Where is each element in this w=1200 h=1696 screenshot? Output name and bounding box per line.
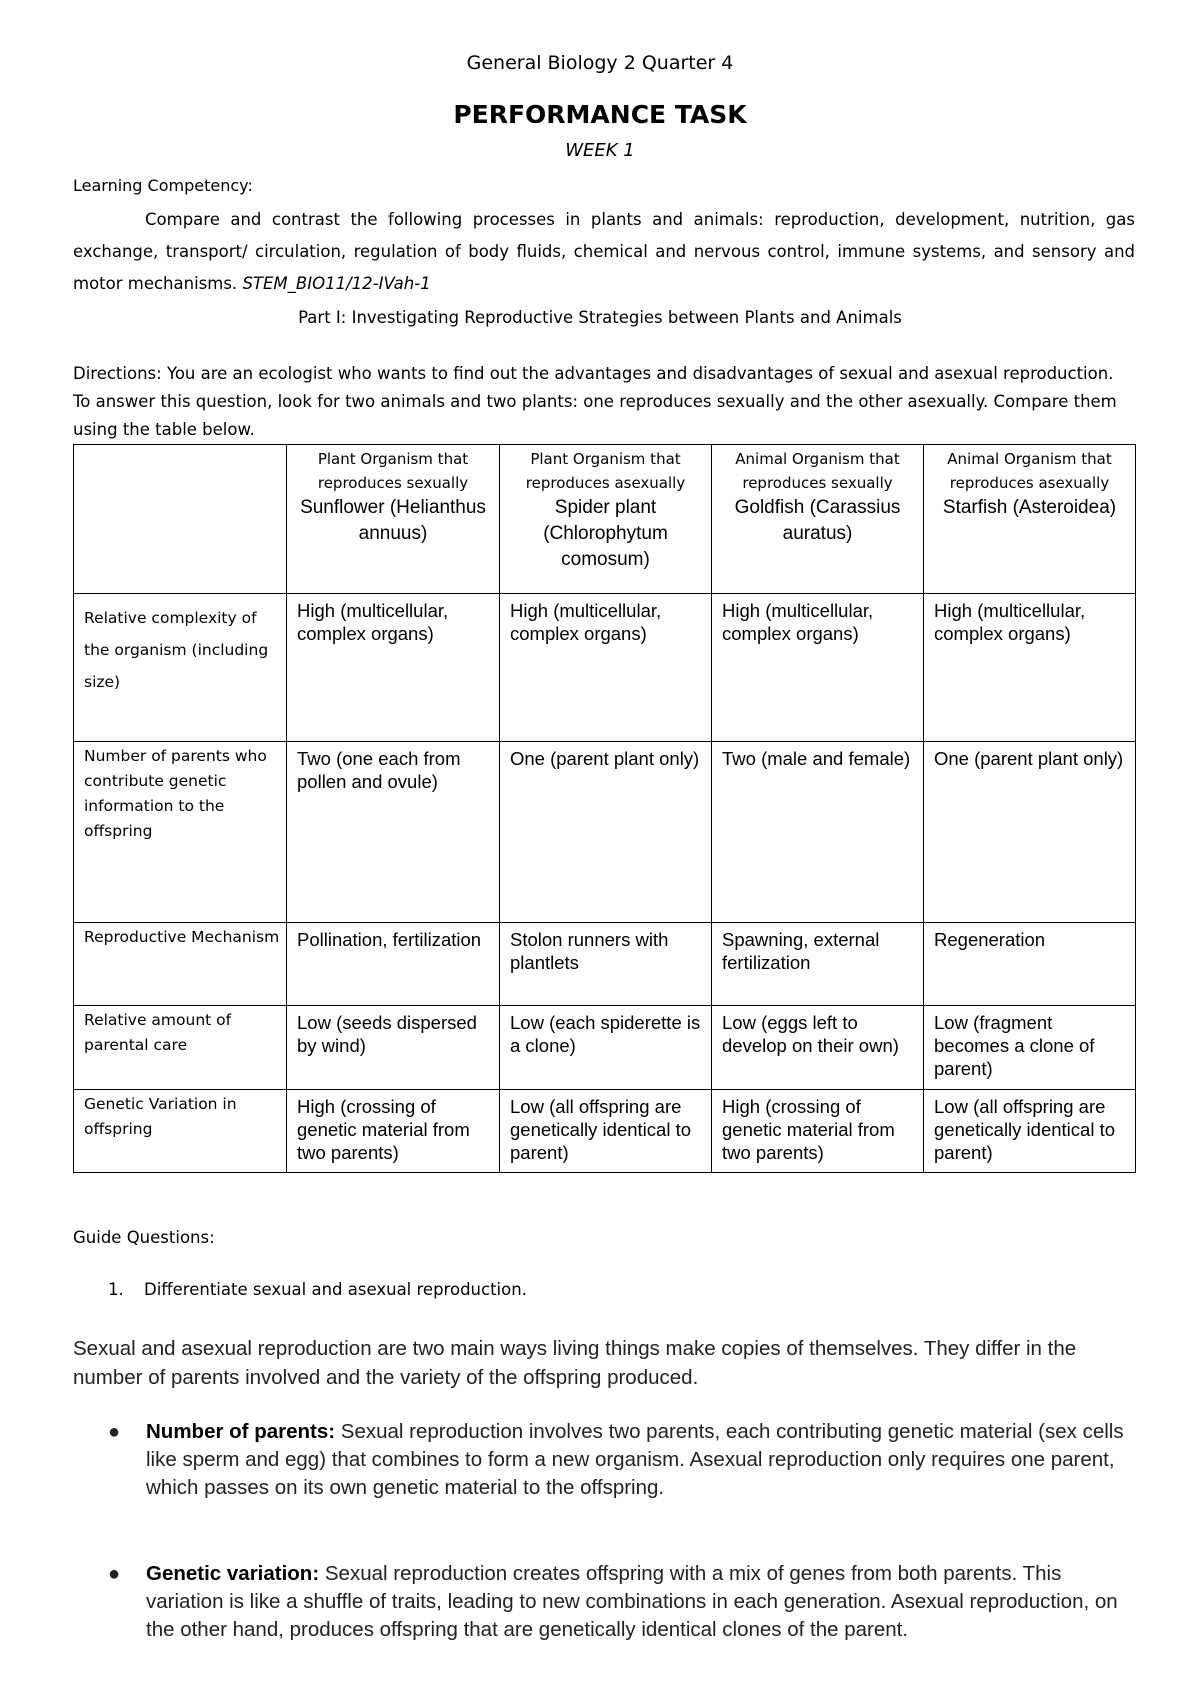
table-cell: Pollination, fertilization — [287, 923, 500, 1006]
table-cell: Low (fragment becomes a clone of parent) — [924, 1006, 1136, 1090]
competency-body: Compare and contrast the following processes in plants and animals: reproduction, development, nutrition, gas exchange, transport/ circulation, regulation of body fluids, chemical and nervous control, immune systems, and sensory and motor mechanisms. — [73, 210, 1135, 293]
table-cell: Low (eggs left to develop on their own) — [712, 1006, 924, 1090]
course-heading: General Biology 2 Quarter 4 — [466, 52, 734, 74]
table-cell: One (parent plant only) — [924, 742, 1136, 923]
table-header-cell — [287, 445, 500, 594]
table-cell: Two (one each from pollen and ovule) — [287, 742, 500, 923]
directions-text: Directions: You are an ecologist who wants to find out the advantages and disadvantages of sexual and asexual reproduction. To answer this question, look for two animals and two plants: one reproduces sexually and the other asexually. Compare them using the table below. — [73, 364, 1117, 439]
table-cell: High (crossing of genetic material from two parents) — [287, 1090, 500, 1173]
table-header-row — [74, 445, 1136, 594]
row-label: Relative amount of parental care — [74, 1006, 287, 1090]
table-cell: Stolon runners with plantlets — [500, 923, 712, 1006]
competency-label: Learning Competency: — [73, 176, 253, 195]
answer-bullet — [108, 1560, 1131, 1644]
week-label: WEEK 1 — [565, 140, 635, 161]
competency-code: STEM_BIO11/12-IVah-1 — [242, 274, 431, 293]
table-header-cell — [924, 445, 1136, 594]
bullet-dot-icon: ● — [108, 1563, 121, 1585]
header-type-line2: reproduces sexually — [742, 474, 893, 492]
table-cell: High (crossing of genetic material from two parents) — [712, 1090, 924, 1173]
header-type-line2: reproduces asexually — [525, 474, 686, 492]
header-type-line2: reproduces sexually — [317, 474, 469, 492]
table-row — [74, 1090, 1136, 1173]
table-cell: Low (seeds dispersed by wind) — [287, 1006, 500, 1090]
bullet-dot-icon: ● — [108, 1421, 121, 1443]
competency-text — [73, 204, 1135, 300]
comparison-table — [73, 444, 1136, 1173]
header-type-line1: Plant Organism that — [317, 450, 469, 468]
header-organism: Goldfish (Carassius auratus) — [734, 497, 901, 544]
table-cell: Low (each spiderette is a clone) — [500, 1006, 712, 1090]
table-row — [74, 594, 1136, 742]
answer-bullet — [108, 1418, 1131, 1502]
table-cell: Low (all offspring are genetically identical to parent) — [500, 1090, 712, 1173]
table-cell: High (multicellular, complex organs) — [500, 594, 712, 742]
table-cell: Spawning, external fertilization — [712, 923, 924, 1006]
table-row — [74, 1006, 1136, 1090]
table-row — [74, 923, 1136, 1006]
header-type-line1: Animal Organism that — [735, 450, 900, 468]
table-header-cell — [712, 445, 924, 594]
question-number: 1. — [108, 1280, 124, 1299]
header-type-line2: reproduces asexually — [949, 474, 1110, 492]
header-organism: Starfish (Asteroidea) — [942, 497, 1117, 518]
header-organism: Spider plant (Chlorophytum comosum) — [543, 497, 668, 570]
bullet-text: Sexual reproduction involves two parents, each contributing genetic material (sex cells like sperm and egg) that combines to form a new organism. Asexual reproduction only requires one parent, which passes on its own genetic material to the offspring. — [146, 1420, 1124, 1499]
answer-intro: Sexual and asexual reproduction are two main ways living things make copies of themselves. They differ in the number of parents involved and the variety of the offspring produced. — [73, 1337, 1077, 1389]
table-cell: High (multicellular, complex organs) — [287, 594, 500, 742]
header-organism: Sunflower (Helianthus annuus) — [300, 497, 486, 544]
question-text: Differentiate sexual and asexual reproduction. — [144, 1280, 527, 1299]
guide-question-1 — [108, 1280, 527, 1299]
part-title — [0, 308, 1200, 327]
table-cell: Low (all offspring are genetically identical to parent) — [924, 1090, 1136, 1173]
table-cell: Regeneration — [924, 923, 1136, 1006]
table-cell: High (multicellular, complex organs) — [712, 594, 924, 742]
table-cell: Two (male and female) — [712, 742, 924, 923]
row-label: Reproductive Mechanism — [74, 923, 287, 1006]
bullet-text: Sexual reproduction creates offspring with a mix of genes from both parents. This variation is like a shuffle of traits, leading to new combinations in each generation. Asexual reproduction, on the other hand, produces offspring that are genetically identical clones of the parent. — [146, 1562, 1118, 1641]
row-label: Genetic Variation in offspring — [74, 1090, 287, 1173]
part-title-text: Investigating Reproductive Strategies between Plants and Animals — [351, 308, 902, 327]
bullet-term: Number of parents: — [146, 1420, 336, 1443]
header-type-line1: Animal Organism that — [947, 450, 1112, 468]
table-cell: High (multicellular, complex organs) — [924, 594, 1136, 742]
bullet-term: Genetic variation: — [146, 1562, 320, 1585]
header-type-line1: Plant Organism that — [530, 450, 681, 468]
page-title: PERFORMANCE TASK — [453, 100, 747, 129]
table-row — [74, 742, 1136, 923]
part-prefix: Part I: — [298, 308, 347, 327]
table-corner-cell — [74, 445, 287, 594]
row-label: Number of parents who contribute genetic information to the offspring — [74, 742, 287, 923]
table-header-cell — [500, 445, 712, 594]
table-cell: One (parent plant only) — [500, 742, 712, 923]
row-label: Relative complexity of the organism (including size) — [74, 594, 287, 742]
guide-questions-label: Guide Questions: — [73, 1228, 215, 1247]
